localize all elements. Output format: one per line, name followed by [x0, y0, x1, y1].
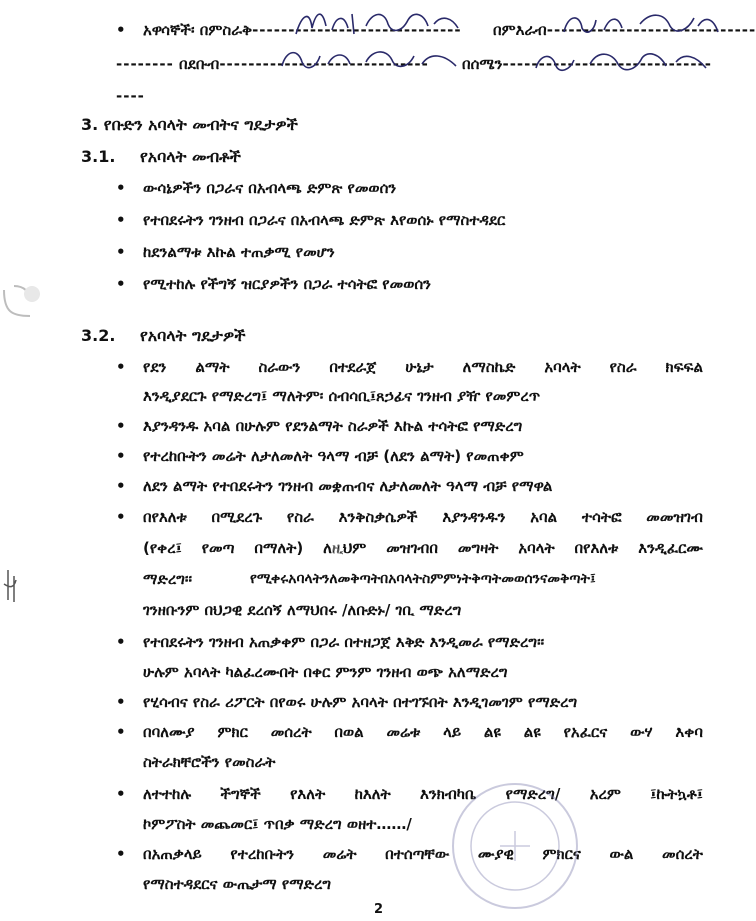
duties-item-10: በአጠቃላይ የተረከቡትን መሬት በተሰጣቸው ሙያዊ ምክርና ውል መሰረት: [143, 845, 703, 863]
bullet: •: [116, 358, 126, 376]
duties-item-2: እያንዳንዱ አባል በሁሉም የደንልማት ስራዎች እኩል ተሳትፎ የማድረግ: [143, 417, 523, 435]
bullet: •: [116, 508, 126, 526]
border-east: በምስራቅ: [199, 21, 253, 39]
handwritten-signature-west: [560, 6, 720, 42]
borders-line-2: -------- በደቡብ-----------------------------: [116, 55, 429, 73]
duties-item-8-cont: ስትራክቸሮችን የመስራት: [143, 753, 276, 771]
section-3-1-number: 3.1.: [81, 147, 116, 166]
bullet: •: [116, 633, 126, 651]
borders-line-1: አዋሳኞች፡ በምስራቅ-----------------------------: [143, 21, 462, 39]
section-3-heading: 3. የቡድን አባላት መብትና ግዴታዎች: [81, 115, 298, 134]
borders-label: አዋሳኞች፡: [143, 21, 195, 39]
handwritten-signature-north: [530, 44, 710, 80]
official-stamp: [440, 776, 590, 916]
duties-item-10-cont: የማስተዳደርና ውጤታማ የማድረግ: [143, 875, 332, 893]
borders-line-3: ----: [116, 87, 145, 105]
border-north: በሰሜን-----------------------------: [462, 55, 713, 73]
bullet: •: [116, 477, 126, 495]
bullet: •: [116, 21, 126, 39]
duties-item-6: የተበደሩትን ገንዘብ አጠቃቀም በጋራ በተዘጋጀ እቅድ እንዲመራ የማድረግ፡፡: [143, 633, 545, 651]
bullet: •: [116, 723, 126, 741]
bullet: •: [116, 179, 126, 197]
punch-hole-bottom: [0, 566, 30, 606]
duties-item-5: በየእለቱ በሚደረጉ የስራ እንቅስቃሴዎች እያንዳንዱን አባል ተሳትፎ መመዝገብ: [143, 508, 703, 526]
section-3-2-number: 3.2.: [81, 326, 116, 345]
duties-item-5-cont-3: ገንዘቡንም በህጋዊ ደረሰኝ ለማህበሩ /ለቡድኑ/ ገቢ ማድረግ: [143, 601, 462, 619]
handwritten-signature-east: [292, 4, 462, 40]
punch-hole-top: [0, 282, 40, 322]
duties-item-7: የሂሳብና የስራ ሪፖርት በየወሩ ሁሉም አባላት በተገኙበት እንዲገመገም የማድረግ: [143, 693, 578, 711]
page-number: 2: [374, 902, 384, 917]
rights-item-1: ውሳኔዎችን በጋራና በአብላጫ ድምጽ የመወሰን: [143, 179, 397, 197]
duties-item-5-cont-2a: ማድረግ፡፡: [143, 570, 192, 588]
bullet: •: [116, 243, 126, 261]
section-3-1-heading: የአባላት መብቶች: [140, 147, 241, 166]
rights-item-3: ከደንልማቱ እኩል ተጠቃሚ የመሆን: [143, 243, 335, 261]
duties-item-1: የደን ልማት ስራውን በተደራጀ ሁኔታ ለማስኬድ አባላት የስራ ክፍፍል: [143, 358, 703, 376]
bullet: •: [116, 785, 126, 803]
bullet: •: [116, 845, 126, 863]
rights-item-4: የሚተከሉ የችግኝ ዝርያዎችን በጋራ ተሳትፎ የመወሰን: [143, 275, 432, 293]
duties-item-5-cont-2b: የሚቀሩአባላትንለመቅጣትበአባላትስምምነትቅጣትመወሰንናመቅጣት፤: [250, 571, 596, 587]
bullet: •: [116, 275, 126, 293]
bullet: •: [116, 417, 126, 435]
duties-item-6-cont: ሁሉም አባላት ካልፈረሙበት በቀር ምንም ገንዘብ ወጭ አለማድረግ: [143, 663, 508, 681]
duties-item-5-cont: (የቀረ፤ የመጣ በማለት) ለዚህም መዝገብበ መግዛት አባላት በየእለቱ እንዲፈርሙ: [143, 539, 703, 557]
section-3-2-heading: የአባላት ግዴታዎች: [140, 326, 246, 345]
duties-item-4: ለደን ልማት የተበደሩትን ገንዘብ መቋጠብና ለታለመለት ዓላማ ብቻ የማዋል: [143, 477, 553, 495]
rights-item-2: የተበደሩትን ገንዘብ በጋራና በአብላጫ ድምጽ እየወሰኑ የማስተዳደር: [143, 211, 506, 229]
bullet: •: [116, 211, 126, 229]
duties-item-9: ለተተከሉ ችግኞች የእለት ከእለት እንክብካቤ የማድረግ/ አረም ፤ኩትኳቶ፤: [143, 785, 703, 803]
duties-item-3: የተረከቡትን መሬት ለታለመለት ዓላማ ብቻ (ለደን ልማት) የመጠቀም: [143, 447, 524, 465]
bullet: •: [116, 693, 126, 711]
bullet: •: [116, 447, 126, 465]
handwritten-signature-south: [276, 42, 462, 78]
border-south: በደቡብ: [179, 55, 220, 73]
duties-item-8: በባለሙያ ምክር መሰረት በወል መሬቱ ላይ ልዩ ልዩ የአፈርና ውሃ እቀባ: [143, 723, 703, 741]
duties-item-9-cont: ኮምፖስት መጨመር፤ ጥበቃ ማድረግ ወዘተ……/: [143, 815, 412, 833]
duties-item-1-cont: እንዲያደርጉ የማድረግ፤ ማለትም፡ ሰብሳቢ፤ጸኃፊና ገንዘብ ያዥ የመምረጥ: [143, 387, 541, 405]
border-west: በምእራብ-----------------------------: [493, 21, 756, 39]
